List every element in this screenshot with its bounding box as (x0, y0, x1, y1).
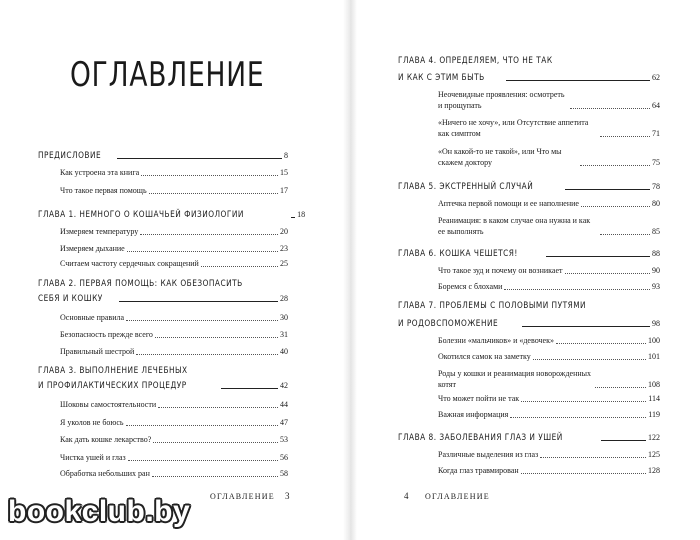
toc-page-number: 114 (648, 394, 660, 403)
toc-page-number: 15 (280, 168, 288, 177)
toc-entry-chapter-5[interactable] (398, 182, 660, 192)
toc-list-right (350, 0, 700, 540)
toc-page-number: 18 (297, 210, 306, 219)
toc-entry-chapter-6[interactable] (398, 249, 660, 259)
dot-leader (119, 301, 278, 302)
toc-entry-title: «Он какой-то не такой», или Что мы скажем доктору (438, 147, 562, 167)
toc-entry[interactable] (60, 330, 288, 340)
toc-entry[interactable] (60, 453, 288, 463)
toc-chapter-7-line1: ГЛАВА 7. ПРОБЛЕМЫ С ПОЛОВЫМИ ПУТЯМИ (398, 301, 587, 311)
dot-leader (600, 136, 650, 137)
dot-leader (510, 417, 646, 418)
dot-leader (140, 234, 278, 235)
dot-leader (546, 256, 650, 257)
toc-entry-title: Что такое первая помощь (60, 186, 147, 195)
toc-entry[interactable] (438, 215, 660, 237)
toc-entry-preface[interactable] (38, 151, 288, 161)
toc-entry-title: Важная информация (438, 410, 509, 419)
toc-entry-chapter-1[interactable] (38, 210, 306, 220)
toc-entry-chapter-7[interactable] (398, 319, 660, 329)
dot-leader (141, 175, 278, 176)
toc-entry[interactable] (60, 313, 288, 323)
toc-entry[interactable] (60, 400, 288, 410)
toc-page-number: 17 (280, 186, 288, 195)
toc-page-number: 44 (280, 400, 288, 409)
toc-entry-title: Окотился самок на заметку (438, 352, 531, 361)
dot-leader (533, 359, 646, 360)
toc-entry-title: Считаем частоту сердечных сокращений (60, 259, 199, 268)
running-footer: ОГЛАВЛЕНИЕ (210, 492, 275, 501)
dot-leader (595, 387, 646, 388)
toc-entry-title: Различные выделения из глаз (438, 450, 539, 459)
dot-leader (600, 234, 650, 235)
toc-entry-title: Болезни «мальчиков» и «девочек» (438, 336, 554, 345)
toc-entry-title: Измеряем температуру (60, 227, 139, 236)
toc-chapter-3-line1: ГЛАВА 3. ВЫПОЛНЕНИЕ ЛЕЧЕБНЫХ (38, 366, 188, 376)
toc-entry[interactable] (438, 282, 660, 292)
toc-entry-title: Основные правила (60, 313, 125, 322)
toc-entry[interactable] (60, 435, 288, 445)
toc-entry-title: Реанимация: в каком случае она нужна и как ее выполнять (438, 216, 591, 236)
toc-entry-title: Боремся с блохами (438, 282, 503, 291)
toc-entry[interactable] (438, 394, 660, 404)
toc-entry-title: Что такое зуд и почему он возникает (438, 266, 563, 275)
toc-page-number: 101 (648, 352, 660, 361)
toc-page-number: 88 (652, 249, 660, 258)
dot-leader (581, 206, 650, 207)
toc-page-number: 98 (652, 319, 660, 328)
toc-entry[interactable] (60, 244, 288, 254)
dot-leader (149, 193, 278, 194)
toc-entry[interactable] (60, 347, 288, 357)
toc-page-number: 47 (280, 418, 288, 427)
toc-page-number: 56 (280, 453, 288, 462)
dot-leader (521, 473, 646, 474)
toc-page-number: 53 (280, 435, 288, 444)
toc-entry[interactable] (438, 466, 660, 476)
toc-entry-title: Роды у кошки и реанимация новорожденных котят (438, 369, 592, 389)
toc-entry-title: СЕБЯ И КОШКУ (38, 294, 103, 304)
dot-leader (128, 460, 278, 461)
toc-entry-chapter-4[interactable] (398, 73, 660, 83)
toc-entry-title: «Ничего не хочу», или Отсутствие аппетита как симптом (438, 118, 589, 138)
toc-entry-title: ГЛАВА 1. НЕМНОГО О КОШАЧЬЕЙ ФИЗИОЛОГИИ (38, 210, 244, 220)
toc-entry[interactable] (60, 168, 288, 178)
toc-entry[interactable] (438, 352, 660, 362)
toc-page-number: 42 (280, 381, 288, 390)
dot-leader (580, 165, 650, 166)
toc-entry-title: Чистка ушей и глаз (60, 453, 126, 462)
dot-leader (521, 401, 646, 402)
toc-entry[interactable] (438, 117, 660, 139)
dot-leader (127, 251, 278, 252)
dot-leader (126, 320, 278, 321)
toc-entry[interactable] (438, 146, 660, 168)
toc-entry[interactable] (60, 469, 288, 479)
toc-page-number: 125 (648, 450, 660, 459)
dot-leader (152, 476, 278, 477)
toc-page-number: 40 (280, 347, 288, 356)
toc-entry-title: Аптечка первой помощи и ее наполнение (438, 199, 579, 208)
toc-entry[interactable] (438, 199, 660, 209)
toc-entry-title: Когда глаз травмирован (438, 466, 519, 475)
toc-page-number: 31 (280, 330, 288, 339)
dot-leader (117, 158, 282, 159)
toc-page-number: 25 (280, 259, 288, 268)
toc-entry-title: Безопасность прежде всего (60, 330, 153, 339)
dot-leader (291, 217, 295, 218)
toc-entry-title: Правильный шестрой (60, 347, 135, 356)
dot-leader (565, 273, 650, 274)
toc-page-number: 85 (652, 227, 660, 236)
dot-leader (565, 189, 650, 190)
page-number: 4 (404, 491, 409, 501)
toc-entry[interactable] (438, 336, 660, 346)
toc-page-number: 30 (280, 313, 288, 322)
toc-page-number: 71 (652, 129, 660, 138)
dot-leader (506, 80, 650, 81)
toc-entry-title: Что может пойти не так (438, 394, 520, 403)
toc-page-number: 8 (284, 151, 288, 160)
toc-entry-title: Обработка небольших ран (60, 469, 150, 478)
toc-entry-title: Как дать кошке лекарство? (60, 435, 152, 444)
toc-entry-title: ГЛАВА 5. ЭКСТРЕННЫЙ СЛУЧАЙ (398, 182, 534, 192)
toc-entry-title: ГЛАВА 6. КОШКА ЧЕШЕТСЯ! (398, 249, 518, 259)
toc-entry[interactable] (60, 418, 288, 428)
dot-leader (158, 407, 278, 408)
toc-entry[interactable] (438, 89, 660, 111)
toc-page-number: 64 (652, 101, 660, 110)
toc-page-number: 119 (648, 410, 660, 419)
toc-entry[interactable] (438, 450, 660, 460)
toc-entry-chapter-2[interactable] (38, 294, 288, 304)
toc-page-number: 93 (652, 282, 660, 291)
toc-entry[interactable] (60, 227, 288, 237)
toc-chapter-4-line1: ГЛАВА 4. ОПРЕДЕЛЯЕМ, ЧТО НЕ ТАК (398, 56, 553, 66)
dot-leader (570, 108, 650, 109)
toc-entry[interactable] (438, 266, 660, 276)
toc-page-number: 100 (648, 336, 660, 345)
toc-page-number: 23 (280, 244, 288, 253)
toc-page-number: 80 (652, 199, 660, 208)
dot-leader (556, 343, 646, 344)
toc-entry-chapter-3[interactable] (38, 381, 288, 391)
dot-leader (201, 266, 278, 267)
dot-leader (155, 337, 278, 338)
toc-page-number: 122 (648, 433, 660, 442)
toc-entry-title: И КАК С ЭТИМ БЫТЬ (398, 73, 485, 83)
toc-title: ОГЛАВЛЕНИЕ (70, 55, 265, 95)
toc-page-number: 108 (648, 380, 660, 389)
toc-entry-title: И РОДОВСПОМОЖЕНИЕ (398, 319, 499, 329)
dot-leader (504, 289, 650, 290)
dot-leader (601, 440, 646, 441)
dot-leader (522, 326, 650, 327)
toc-entry-chapter-8[interactable] (398, 433, 660, 443)
dot-leader (221, 388, 278, 389)
watermark-logo: bookclub.by (8, 495, 191, 528)
toc-page-number: 75 (652, 158, 660, 167)
toc-page-number: 28 (280, 294, 288, 303)
toc-entry[interactable] (60, 186, 288, 196)
toc-entry-title: Я уколов не боюсь (60, 418, 124, 427)
toc-page-number: 78 (652, 182, 660, 191)
toc-page-number: 58 (280, 469, 288, 478)
running-footer: ОГЛАВЛЕНИЕ (425, 492, 490, 501)
toc-entry-title: Шоковы самостоятельности (60, 400, 157, 409)
toc-entry-title: ГЛАВА 8. ЗАБОЛЕВАНИЯ ГЛАЗ И УШЕЙ (398, 433, 563, 443)
dot-leader (153, 442, 278, 443)
right-page (350, 0, 700, 540)
toc-entry-title: И ПРОФИЛАКТИЧЕСКИХ ПРОЦЕДУР (38, 381, 187, 391)
toc-entry-title: Как устроена эта книга (60, 168, 140, 177)
toc-page-number: 20 (280, 227, 288, 236)
toc-entry-title: Измеряем дыхание (60, 244, 125, 253)
toc-entry[interactable] (438, 410, 660, 420)
toc-page-number: 62 (652, 73, 660, 82)
toc-chapter-2-line1: ГЛАВА 2. ПЕРВАЯ ПОМОЩЬ: КАК ОБЕЗОПАСИТЬ (38, 279, 243, 289)
toc-entry[interactable] (60, 259, 288, 269)
page-number: 3 (285, 491, 290, 501)
toc-entry[interactable] (438, 368, 660, 390)
dot-leader (136, 354, 278, 355)
toc-page-number: 128 (648, 466, 660, 475)
toc-page-number: 90 (652, 266, 660, 275)
toc-entry-title: ПРЕДИСЛОВИЕ (38, 151, 102, 161)
dot-leader (540, 457, 646, 458)
toc-entry-title: Неочевидные проявления: осмотреть и прощупать (438, 90, 565, 110)
dot-leader (126, 425, 278, 426)
